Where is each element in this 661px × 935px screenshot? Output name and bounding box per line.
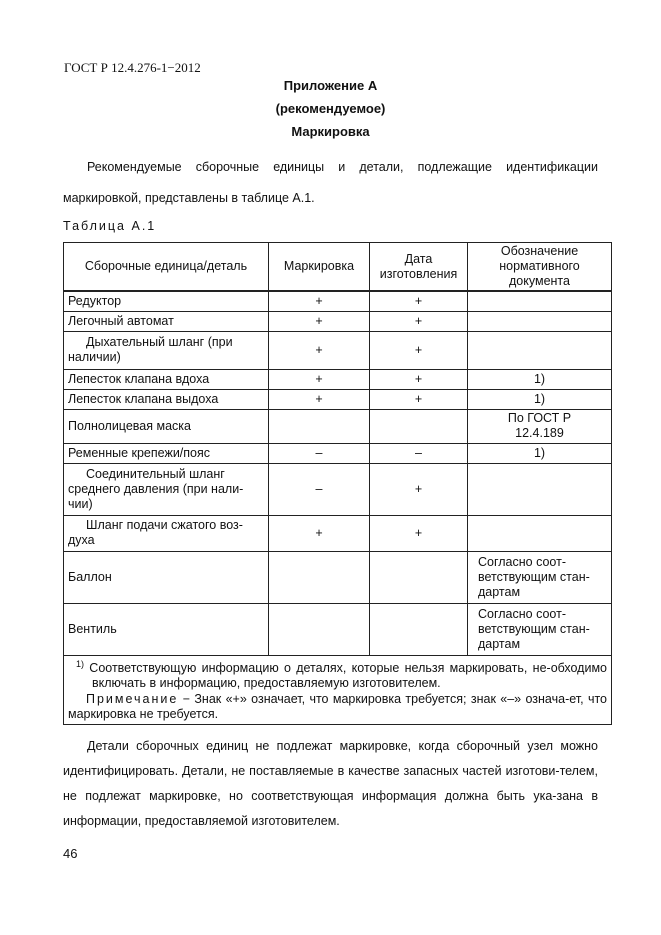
table-row (64, 603, 612, 655)
row-date: + (370, 463, 468, 515)
table-row (64, 443, 612, 463)
row-date: + (370, 515, 468, 551)
row-name: Соединительный шланг среднего давления (при нали-чии) (64, 463, 269, 515)
table-row (64, 551, 612, 603)
row-marking (269, 603, 370, 655)
footnote-mark: 1) (76, 658, 85, 669)
table-row (64, 463, 612, 515)
row-doc (468, 291, 612, 311)
row-doc: 1) (468, 369, 612, 389)
appendix-subject: Маркировка (291, 124, 370, 139)
note-label: Примечание (86, 691, 179, 706)
table-footnote-row (64, 655, 612, 724)
header-unit: Сборочные единица/деталь (64, 243, 269, 292)
row-date: + (370, 291, 468, 311)
row-marking: + (269, 311, 370, 331)
row-marking: – (269, 463, 370, 515)
row-doc: Согласно соот-ветствующим стан-дартам (468, 551, 612, 603)
row-name: Полнолицевая маска (64, 409, 269, 443)
row-name: Ременные крепежи/пояс (64, 443, 269, 463)
header-date: Дата изготовления (370, 243, 468, 292)
row-doc (468, 331, 612, 369)
row-marking: – (269, 443, 370, 463)
row-date: + (370, 331, 468, 369)
row-doc (468, 311, 612, 331)
marking-table (63, 242, 612, 725)
row-name: Редуктор (64, 291, 269, 311)
appendix-status: (рекомендуемое) (275, 101, 386, 116)
table-caption: Таблица А.1 (63, 219, 157, 233)
row-date: + (370, 311, 468, 331)
header-marking: Маркировка (269, 243, 370, 292)
table-row (64, 389, 612, 409)
note (68, 692, 607, 723)
footnote (68, 657, 607, 692)
footnote-text: Соответствующую информацию о деталях, которые нельзя маркировать, не-обходимо включать в информацию, предоставляемую изготовителем. (89, 660, 607, 691)
row-marking: + (269, 515, 370, 551)
row-name: Баллон (64, 551, 269, 603)
table-row (64, 409, 612, 443)
row-marking: + (269, 291, 370, 311)
row-marking (269, 551, 370, 603)
table-row (64, 311, 612, 331)
row-marking (269, 409, 370, 443)
page-number: 46 (63, 846, 78, 861)
row-date: + (370, 369, 468, 389)
row-marking: + (269, 389, 370, 409)
row-date: + (370, 389, 468, 409)
row-doc: 1) (468, 389, 612, 409)
standard-designation: ГОСТ Р 12.4.276-1−2012 (64, 60, 201, 75)
row-doc: По ГОСТ Р 12.4.189 (468, 409, 612, 443)
header-document: Обозначение нормативного документа (468, 243, 612, 292)
row-name: Лепесток клапана вдоха (64, 369, 269, 389)
row-doc: 1) (468, 443, 612, 463)
row-date (370, 409, 468, 443)
intro-line-2: маркировкой, представлены в таблице А.1. (63, 191, 315, 205)
outro-paragraph: Детали сборочных единиц не подлежат маркировке, когда сборочный узел можно идентифицировать. Детали, не поставляемые в качестве запасных частей изготови-телем, не подлежат маркировке, но соответствующая информация должна быть ука-зана в информации, предоставляемой изготовителем. (63, 739, 598, 828)
row-marking: + (269, 331, 370, 369)
row-name: Шланг подачи сжатого воз-духа (64, 515, 269, 551)
row-date: – (370, 443, 468, 463)
appendix-title: Приложение А (283, 78, 378, 93)
row-date (370, 603, 468, 655)
table-notes (64, 655, 612, 724)
note-text: − Знак «+» означает, что маркировка требуется; знак «–» означа-ет, что маркировка не требуется. (68, 691, 607, 722)
row-doc (468, 515, 612, 551)
row-marking: + (269, 369, 370, 389)
table-row (64, 291, 612, 311)
row-name: Дыхательный шланг (при наличии) (64, 331, 269, 369)
row-name: Вентиль (64, 603, 269, 655)
row-doc: Согласно соот-ветствующим стан-дартам (468, 603, 612, 655)
row-doc (468, 463, 612, 515)
table-row (64, 331, 612, 369)
intro-line-1: Рекомендуемые сборочные единицы и детали, подлежащие идентификации (87, 160, 598, 174)
row-name: Лепесток клапана выдоха (64, 389, 269, 409)
table-row (64, 369, 612, 389)
table-row (64, 515, 612, 551)
row-date (370, 551, 468, 603)
row-name: Легочный автомат (64, 311, 269, 331)
